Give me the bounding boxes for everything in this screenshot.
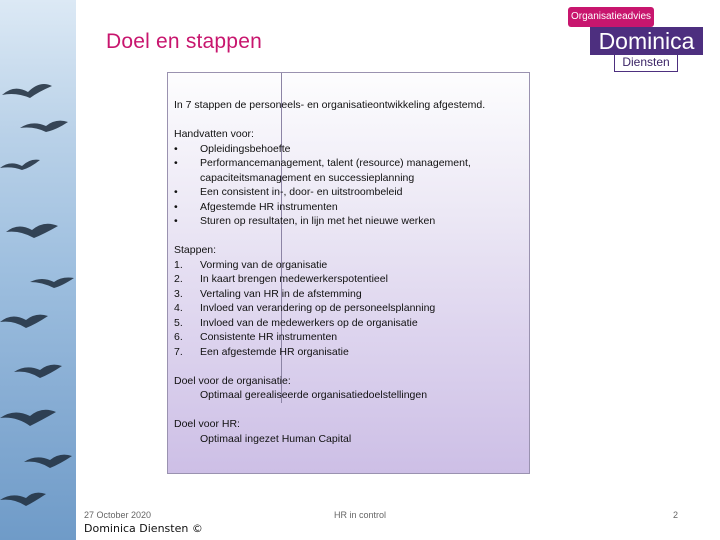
bullet-icon: • (174, 200, 178, 213)
page-number: 2 (673, 510, 679, 520)
bullet-icon: • (174, 157, 178, 169)
decorative-birds-image (0, 0, 76, 540)
footer-copyright: Dominica Diensten © (84, 522, 203, 535)
doel-organisatie-heading: Doel voor de organisatie: (174, 374, 291, 387)
bullet-icon: • (174, 215, 178, 227)
bullet-icon: • (174, 142, 178, 155)
list-item: • Performancemanagement, talent (resource) management, (174, 157, 471, 169)
slide-title: Doel en stappen (106, 30, 262, 53)
step-item: 5. Invloed van de medewerkers op de organisatie (174, 316, 418, 329)
content-text (174, 98, 524, 446)
list-item: • Opleidingsbehoefte (174, 142, 291, 155)
company-logo (566, 7, 704, 71)
step-item: 1. Vorming van de organisatie (174, 258, 328, 271)
logo-subtitle: Diensten (614, 55, 678, 72)
step-item: 2. In kaart brengen medewerkerspotentieel (174, 273, 388, 285)
logo-wordmark: Dominica (590, 27, 703, 55)
step-item: 7. Een afgestemde HR organisatie (174, 345, 349, 358)
doel-hr-heading: Doel voor HR: (174, 418, 240, 430)
logo-tagline: Organisatieadvies (568, 7, 654, 27)
bullet-icon: • (174, 186, 178, 198)
birds-illustration (0, 0, 76, 540)
list-item: • Een consistent in-, door- en uitstroombeleid (174, 186, 403, 198)
doel-organisatie-text: Optimaal gerealiseerde organisatiedoelstellingen (200, 389, 428, 401)
step-item: 4. Invloed van verandering op de personeelsplanning (174, 302, 436, 314)
step-item: 6. Consistente HR instrumenten (174, 331, 338, 343)
stappen-heading: Stappen: (174, 244, 217, 256)
list-item: • Afgestemde HR instrumenten (174, 200, 338, 213)
handvatten-heading: Handvatten voor: (174, 128, 254, 140)
doel-hr-text: Optimaal ingezet Human Capital (200, 432, 352, 445)
list-item: • Sturen op resultaten, in lijn met het nieuwe werken (174, 215, 436, 227)
footer-center-text: HR in control (334, 510, 387, 520)
intro-text: In 7 stappen de personeels- en organisatieontwikkeling afgestemd. (174, 99, 486, 111)
footer-date: 27 October 2020 (84, 510, 152, 520)
step-item: 3. Vertaling van HR in de afstemming (174, 287, 362, 300)
list-item-continuation: capaciteitsmanagement en successieplanning (200, 171, 415, 184)
